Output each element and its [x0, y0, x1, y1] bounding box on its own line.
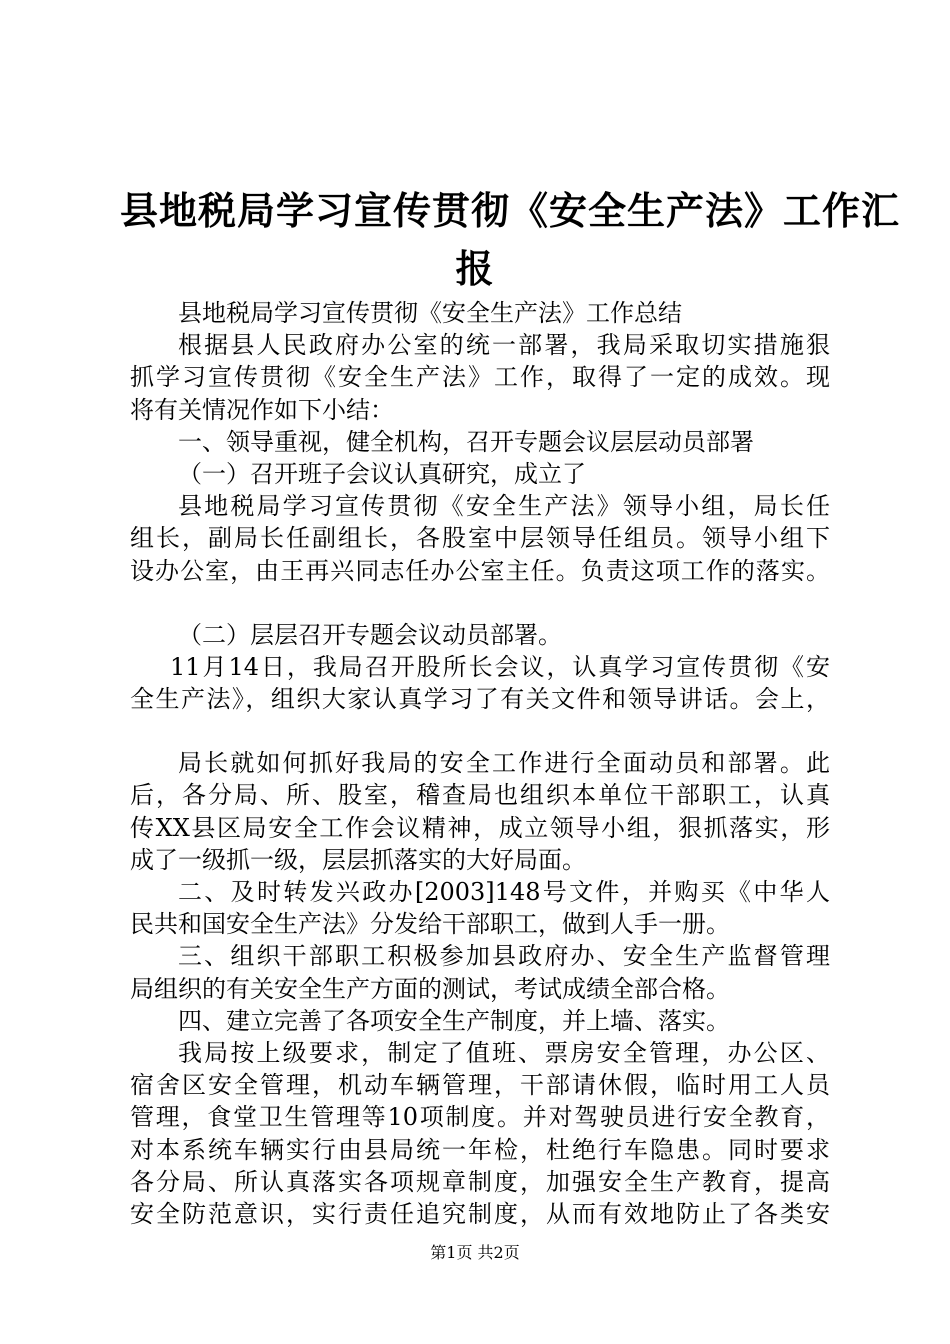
paragraph-line: 后，各分局、所、股室，稽查局也组织本单位干部职工，认真 [130, 781, 830, 810]
paragraph-line: 传XX县区局安全工作会议精神，成立领导小组，狠抓落实，形 [130, 813, 830, 842]
paragraph-line: 局长就如何抓好我局的安全工作进行全面动员和部署。此 [178, 749, 830, 778]
section-heading: 二、及时转发兴政办[2003]148号文件，并购买《中华人 [178, 878, 830, 906]
document-body [130, 297, 830, 1230]
paragraph-line: 各分局、所认真落实各项规章制度，加强安全生产教育，提高 [130, 1167, 830, 1196]
paragraph-line: 成了一级抓一级，层层抓落实的大好局面。 [130, 845, 586, 874]
section-heading: 一、领导重视，健全机构，召开专题会议层层动员部署 [178, 427, 754, 456]
paragraph-line: 对本系统车辆实行由县局统一年检，杜绝行车隐患。同时要求 [130, 1135, 830, 1164]
paragraph-line: 宿舍区安全管理，机动车辆管理，干部请休假，临时用工人员 [130, 1071, 830, 1100]
paragraph-line: 组长，副局长任副组长，各股室中层领导任组员。领导小组下 [130, 524, 830, 553]
paragraph-line: 抓学习宣传贯彻《安全生产法》工作，取得了一定的成效。现 [130, 363, 830, 392]
paragraph-line: 全生产法》，组织大家认真学习了有关文件和领导讲话。会上， [130, 685, 830, 714]
paragraph-line: 县地税局学习宣传贯彻《安全生产法》领导小组，局长任 [178, 492, 830, 521]
subsection-heading: （二）层层召开专题会议动员部署。 [178, 620, 562, 649]
paragraph-line: 根据县人民政府办公室的统一部署，我局采取切实措施狠 [178, 331, 830, 360]
paragraph-line: 局组织的有关安全生产方面的测试，考试成绩全部合格。 [130, 974, 730, 1003]
paragraph-line: 将有关情况作如下小结： [130, 395, 394, 424]
document-title-line-1: 县地税局学习宣传贯彻《安全生产法》工作汇 [120, 189, 901, 233]
subtitle-line: 县地税局学习宣传贯彻《安全生产法》工作总结 [178, 299, 682, 327]
paragraph-line: 11月14日，我局召开股所长会议，认真学习宣传贯彻《安 [170, 652, 830, 681]
page-number-footer: 第1页 共2页 [430, 1243, 520, 1262]
subsection-heading: （一）召开班子会议认真研究，成立了 [178, 459, 586, 488]
paragraph-line: 管理，食堂卫生管理等10项制度。并对驾驶员进行安全教育， [130, 1103, 830, 1132]
paragraph-line: 民共和国安全生产法》分发给干部职工，做到人手一册。 [130, 910, 730, 939]
blank-line [130, 587, 830, 619]
document-title-line-2: 报 [455, 247, 495, 291]
paragraph-line: 安全防范意识，实行责任追究制度，从而有效地防止了各类安 [130, 1199, 830, 1228]
paragraph-line: 设办公室，由王再兴同志任办公室主任。负责这项工作的落实。 [130, 556, 830, 585]
section-heading: 三、组织干部职工积极参加县政府办、安全生产监督管理 [178, 942, 830, 971]
section-heading: 四、建立完善了各项安全生产制度，并上墙、落实。 [178, 1006, 730, 1035]
paragraph-line: 我局按上级要求，制定了值班、票房安全管理，办公区、 [178, 1038, 830, 1067]
blank-line [130, 715, 830, 747]
